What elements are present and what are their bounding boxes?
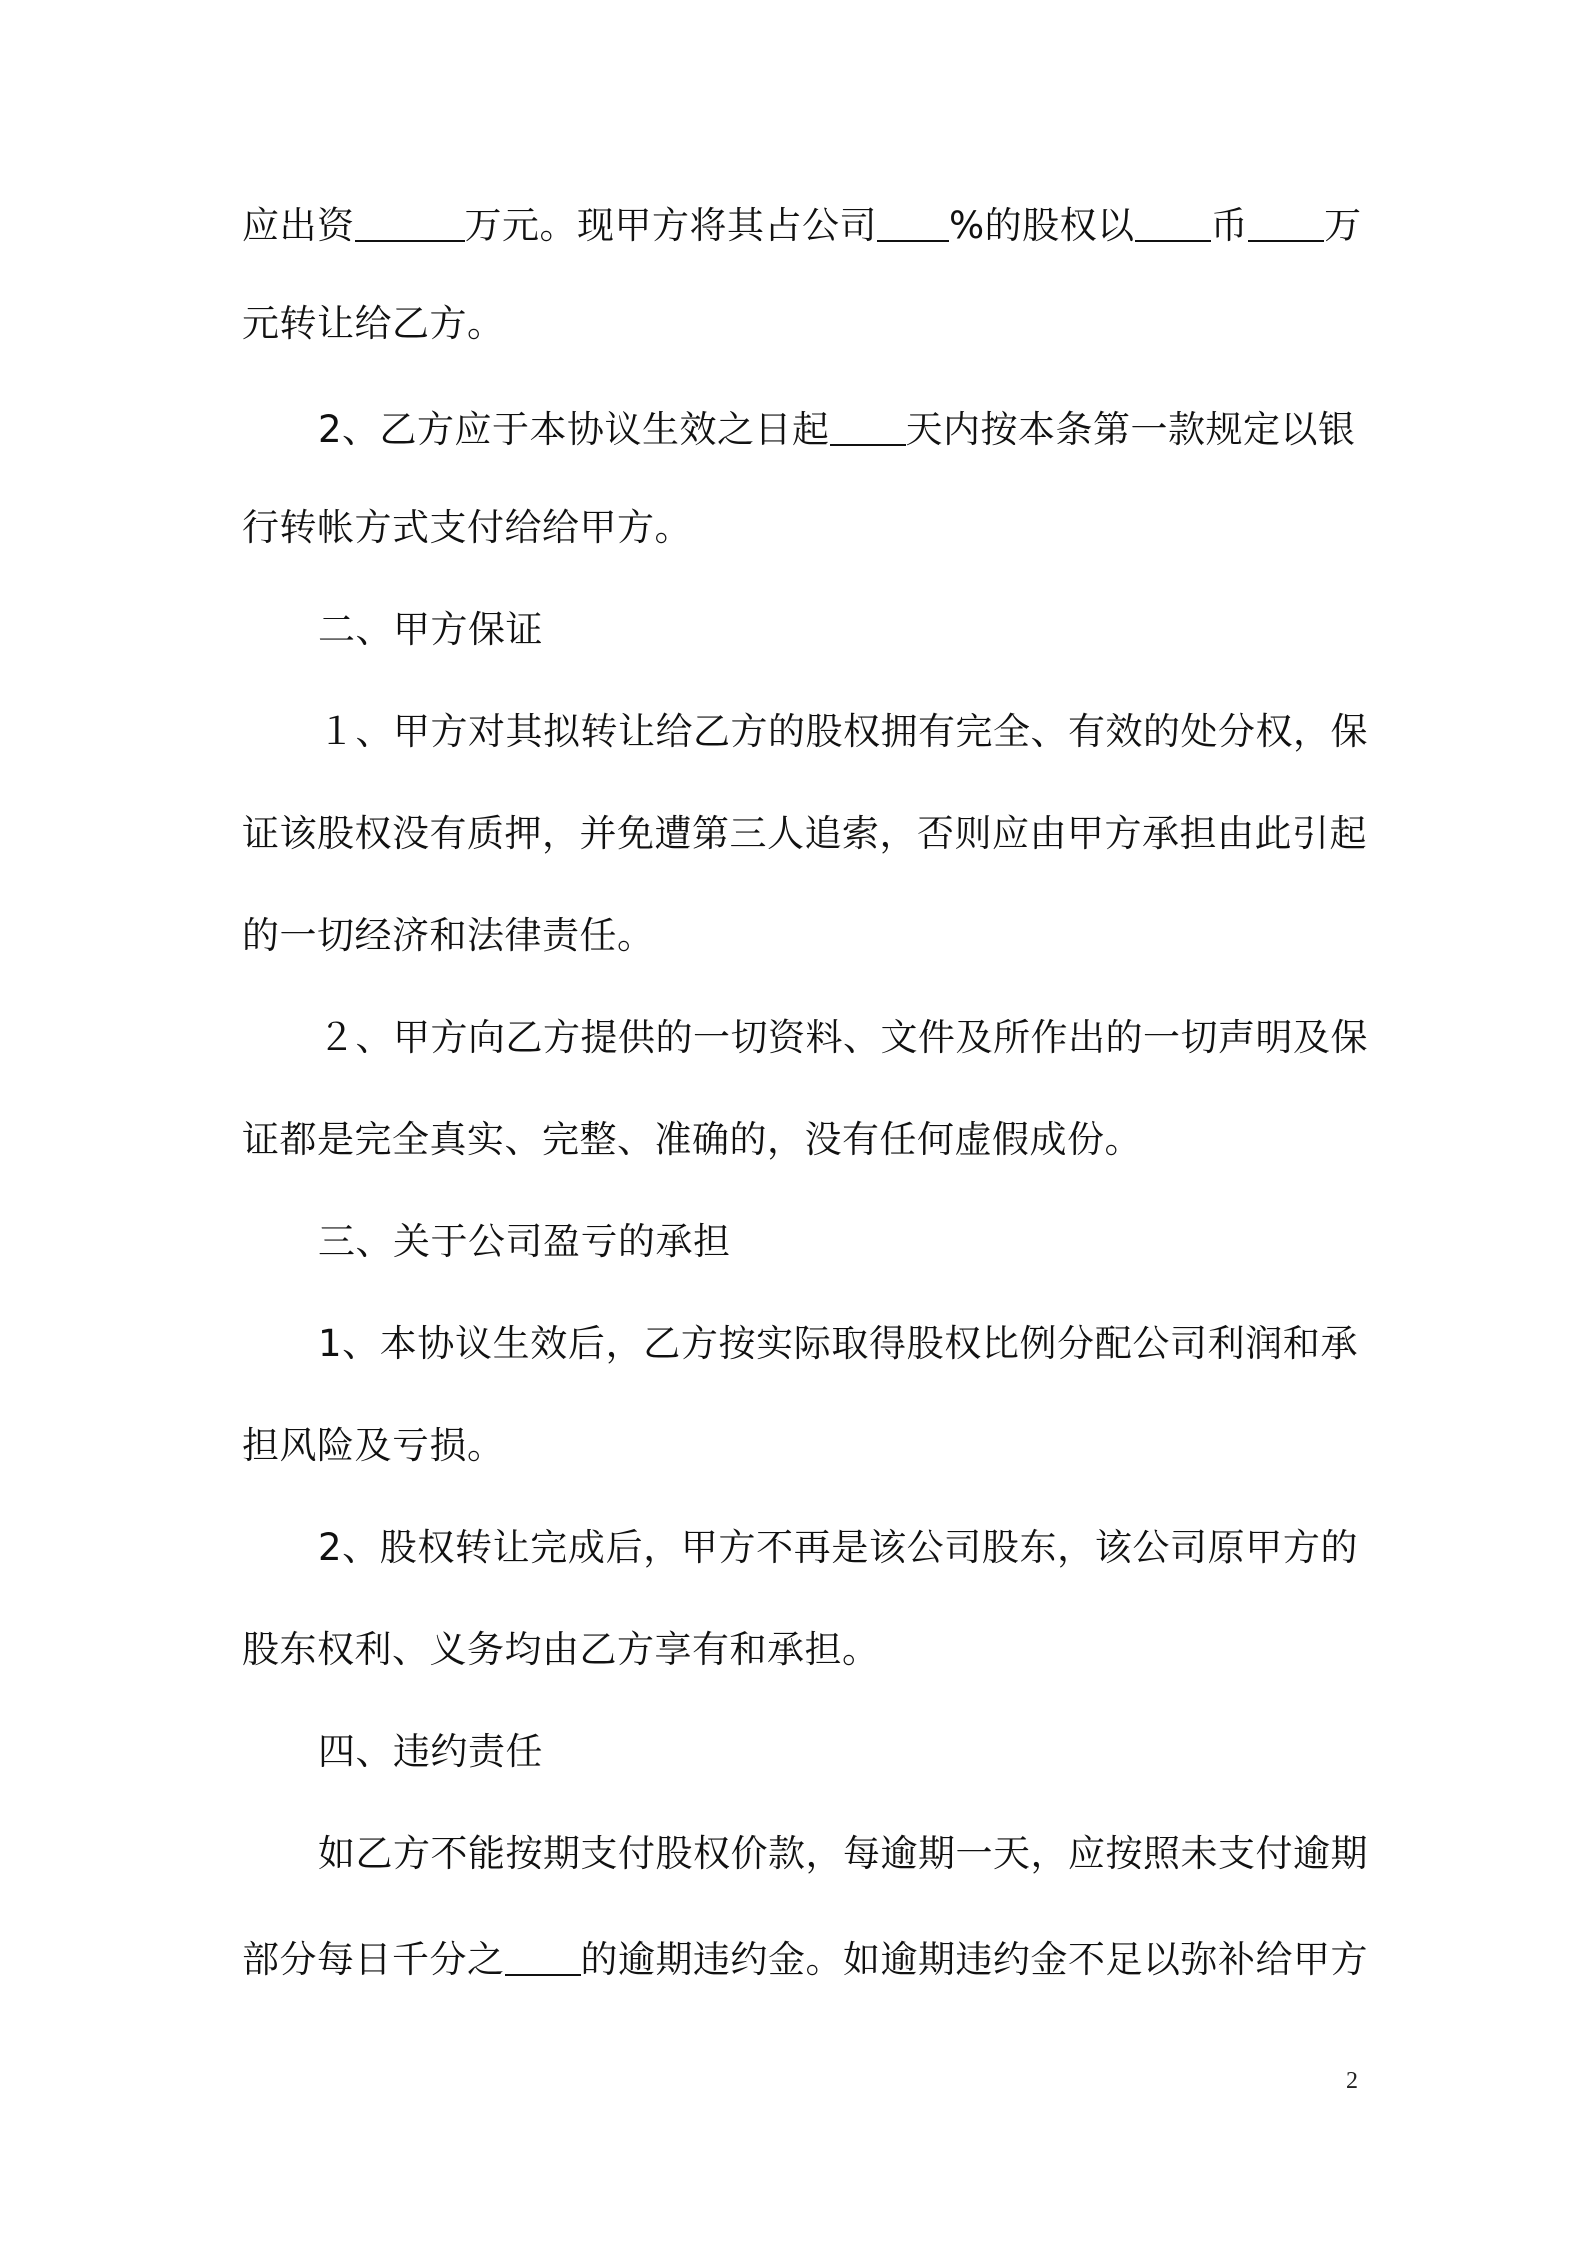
- text-segment: 应出资: [242, 204, 355, 247]
- paragraph-line: 如乙方不能按期支付股权价款，每逾期一天，应按照未支付逾期: [318, 1832, 1368, 1875]
- paragraph-line: 股东权利、义务均由乙方享有和承担。: [242, 1628, 880, 1671]
- page-number: 2: [1346, 2068, 1358, 2094]
- paragraph-line: [242, 400, 1358, 452]
- fill-in-blank: [1135, 200, 1211, 242]
- paragraph-line: 行转帐方式支付给给甲方。: [242, 506, 692, 549]
- paragraph-line: ２、甲方向乙方提供的一切资料、文件及所作出的一切声明及保: [318, 1016, 1368, 1059]
- paragraph-line: 1、本协议生效后，乙方按实际取得股权比例分配公司利润和承: [318, 1322, 1358, 1365]
- paragraph-line: 担风险及亏损。: [242, 1424, 505, 1467]
- text-segment: 天内按本条第一款规定以银: [905, 408, 1356, 451]
- text-segment: 2、乙方应于本协议生效之日起: [318, 408, 830, 451]
- text-segment: 币: [1210, 204, 1249, 247]
- paragraph-line: 证都是完全真实、完整、准确的，没有任何虚假成份。: [242, 1118, 1142, 1161]
- paragraph-line: 证该股权没有质押，并免遭第三人追索，否则应由甲方承担由此引起: [242, 812, 1367, 855]
- paragraph-line: 的一切经济和法律责任。: [242, 914, 655, 957]
- text-segment: 万元。现甲方将其占公司: [464, 204, 877, 247]
- paragraph-line: 2、股权转让完成后，甲方不再是该公司股东，该公司原甲方的: [318, 1526, 1358, 1569]
- text-segment: 部分每日千分之: [242, 1938, 505, 1981]
- paragraph-line: 元转让给乙方。: [242, 302, 505, 345]
- fill-in-blank: [830, 404, 906, 446]
- text-segment: 的逾期违约金。如逾期违约金不足以弥补给甲方: [580, 1938, 1368, 1981]
- text-segment: 万: [1324, 204, 1362, 247]
- section-heading: 二、甲方保证: [318, 608, 543, 651]
- fill-in-blank: [355, 200, 465, 242]
- paragraph-line: １、甲方对其拟转让给乙方的股权拥有完全、有效的处分权，保: [318, 710, 1368, 753]
- section-heading: 四、违约责任: [318, 1730, 543, 1773]
- paragraph-line: [242, 196, 1362, 248]
- fill-in-blank: [505, 1934, 581, 1976]
- fill-in-blank: [877, 200, 949, 242]
- fill-in-blank: [1248, 200, 1324, 242]
- section-heading: 三、关于公司盈亏的承担: [318, 1220, 731, 1263]
- text-segment: %的股权以: [949, 204, 1135, 247]
- paragraph-line: [242, 1930, 1368, 1982]
